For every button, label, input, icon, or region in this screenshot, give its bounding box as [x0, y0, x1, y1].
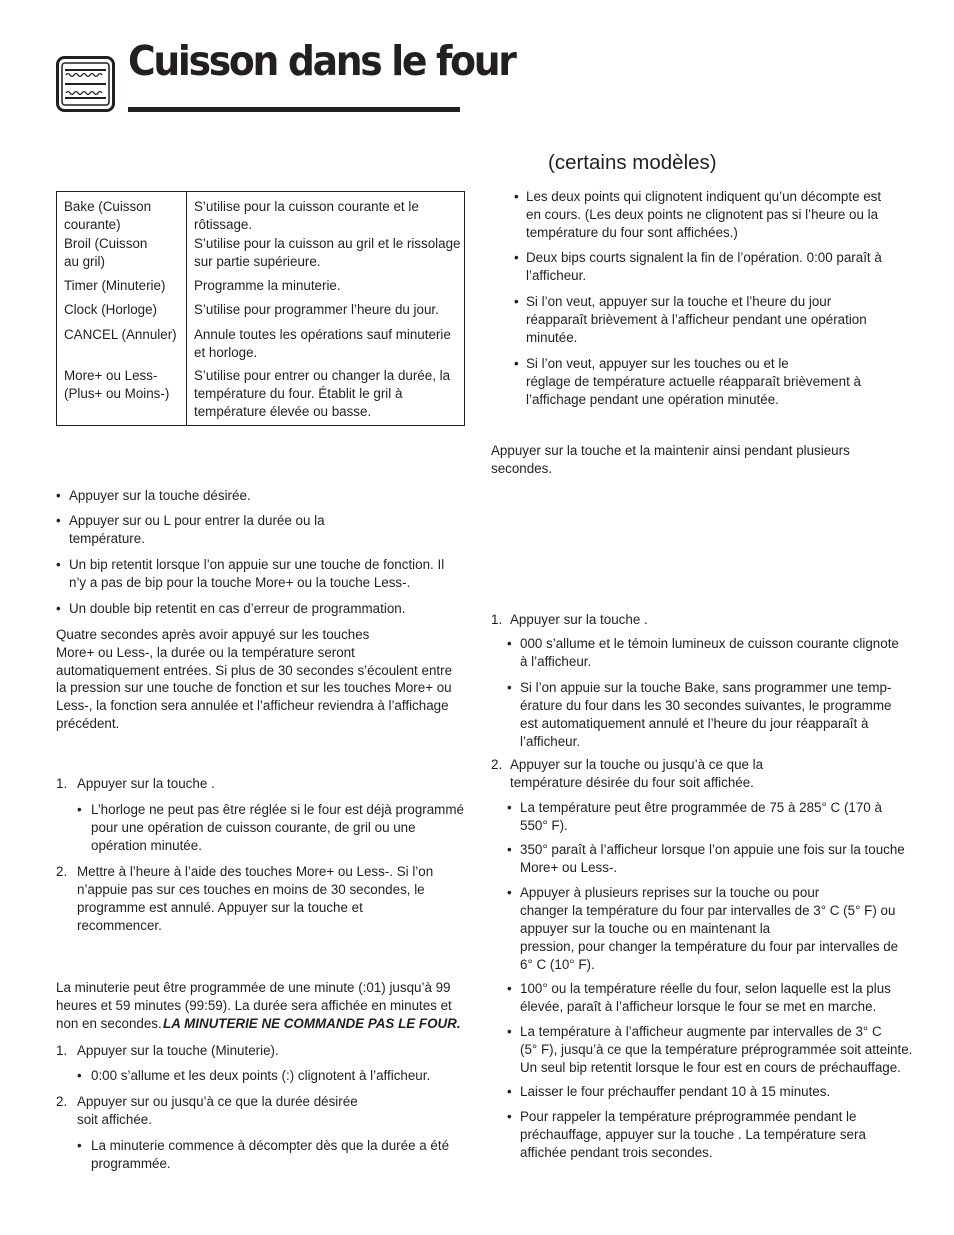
key-description: Annule toutes les opérations sauf minuterie: [194, 326, 451, 342]
table-row: [57, 235, 465, 277]
bake-sub-bullet-mark: •: [507, 636, 512, 651]
bake-sub-text-line: appuyer sur la touche ou en maintenant la: [520, 921, 771, 936]
timer-intro-line: non en secondes.: [56, 1016, 162, 1031]
key-description: température élevée ou basse.: [194, 404, 372, 420]
right-bullet-text-line: température du four sont affichées.): [526, 225, 738, 240]
table-row: [57, 192, 465, 235]
title-rule: [128, 107, 460, 112]
key-name: (Plus+ ou Moins-): [64, 386, 170, 402]
right-bullet-text-line: Si l’on veut, appuyer sur les touches ou et le: [526, 356, 789, 371]
right-bullet-bullet-mark: •: [514, 356, 519, 371]
left-bullet-text-line: Un bip retentit lorsque l’on appuie sur une touche de fonction. Il: [69, 557, 445, 572]
clock-step1: Appuyer sur la touche .: [77, 776, 215, 791]
key-name: Clock (Horloge): [64, 302, 158, 318]
oven-icon: [56, 56, 115, 112]
left-paragraph-line: précédent.: [56, 716, 120, 731]
clock-sub-text-line: pour une opération de cuisson courante, de gril ou une: [91, 820, 416, 835]
clock-step2-line: Mettre à l’heure à l’aide des touches More+ ou Less-. Si l’on: [77, 864, 434, 879]
clock-step2-line: n’appuie pas sur ces touches en moins de 30 secondes, le: [77, 882, 425, 897]
key-description: sur partie supérieure.: [194, 253, 321, 269]
clock-step2-line: programme est annulé. Appuyer sur la touche et: [77, 900, 363, 915]
table-row: [57, 367, 465, 425]
table-row: [57, 301, 465, 325]
step-number: 2.: [56, 1094, 68, 1109]
left-paragraph-line: More+ ou Less-, la durée ou la température seront: [56, 644, 355, 660]
key-name: Broil (Cuisson: [64, 235, 148, 251]
left-bullet-text-line: n’y a pas de bip pour la touche More+ ou la touche Less-.: [69, 575, 411, 590]
right-bullet-text-line: minutée.: [526, 330, 578, 345]
right-bullet-bullet-mark: •: [514, 294, 519, 309]
key-description: S’utilise pour la cuisson courante et le: [194, 199, 419, 214]
bake-sub-text-line: Pour rappeler la température préprogrammée pendant le: [520, 1109, 857, 1124]
bake-sub-text-line: La température à l’afficheur augmente par intervalles de 3° C: [520, 1024, 882, 1039]
right-bullet-text-line: Deux bips courts signalent la fin de l’opération. 0:00 paraît à: [526, 250, 882, 265]
bake-sub-bullet-mark: •: [507, 680, 512, 695]
table-row: [57, 277, 465, 301]
right-bullet-text-line: réglage de température actuelle réapparaît brièvement à: [526, 374, 861, 389]
bake-step2-line: température désirée du four soit affichée.: [510, 775, 754, 790]
step-number: 1.: [491, 612, 503, 627]
bake-step1: Appuyer sur la touche .: [510, 612, 648, 627]
bake-sub-text-line: La température peut être programmée de 75 à 285° C (170 à: [520, 800, 882, 815]
step-number: 2.: [491, 757, 503, 772]
cancel-paragraph-line: secondes.: [491, 461, 553, 476]
bake-sub-text-line: préchauffage, appuyer sur la touche . La température sera: [520, 1127, 866, 1142]
bake-sub-text-line: Appuyer à plusieurs reprises sur la touche ou pour: [520, 885, 820, 900]
key-description: S’utilise pour programmer l’heure du jour.: [194, 302, 439, 318]
timer-step1: Appuyer sur la touche (Minuterie).: [77, 1043, 279, 1058]
bake-sub-text-line: Si l’on appuie sur la touche Bake, sans programmer une temp-: [520, 680, 892, 695]
page-title: Cuisson dans le four: [128, 37, 515, 85]
bake-sub-text-line: affichée pendant trois secondes.: [520, 1145, 713, 1160]
bake-sub-bullet-mark: •: [507, 1109, 512, 1124]
key-name: au gril): [64, 253, 105, 269]
left-bullet-bullet-mark: •: [56, 488, 61, 503]
left-paragraph-line: Less-, la fonction sera annulée et l’afficheur reviendra à l’affichage: [56, 698, 449, 714]
bake-sub-bullet-mark: •: [507, 842, 512, 857]
right-subtitle: (certains modèles): [548, 151, 717, 174]
timer-sub-text-line: La minuterie commence à décompter dès que la durée a été: [91, 1138, 450, 1153]
clock-sub-text-line: L’horloge ne peut pas être réglée si le four est déjà programmé: [91, 802, 464, 817]
bake-sub-text-line: 6° C (10° F).: [520, 957, 595, 972]
right-bullet-text-line: l’afficheur.: [526, 268, 587, 283]
timer-warning: LA MINUTERIE NE COMMANDE PAS LE FOUR.: [163, 1016, 461, 1031]
right-bullet-text-line: en cours. (Les deux points ne clignotent pas si l’heure ou la: [526, 207, 879, 222]
left-paragraph-line: automatiquement entrées. Si plus de 30 secondes s’écoulent entre: [56, 662, 453, 678]
bake-sub-bullet-mark: •: [507, 1024, 512, 1039]
key-description: Programme la minuterie.: [194, 277, 341, 293]
timer-sub-text-line: 0:00 s’allume et les deux points (:) clignotent à l’afficheur.: [91, 1068, 431, 1083]
bake-sub-text-line: pression, pour changer la température du four par intervalles de: [520, 939, 899, 954]
left-paragraph-line: Quatre secondes après avoir appuyé sur les touches: [56, 627, 370, 642]
timer-intro-line: La minuterie peut être programmée de une minute (:01) jusqu’à 99: [56, 980, 451, 995]
timer-sub-bullet-mark: •: [77, 1138, 82, 1153]
left-bullet-bullet-mark: •: [56, 601, 61, 616]
step-number: 1.: [56, 1043, 68, 1058]
timer-intro-line: heures et 59 minutes (99:59). La durée sera affichée en minutes et: [56, 998, 452, 1013]
bake-sub-text-line: 350° paraît à l’afficheur lorsque l’on appuie une fois sur la touche: [520, 842, 905, 857]
bake-sub-text-line: est automatiquement annulé et l’heure du jour réapparaît à: [520, 716, 869, 731]
right-bullet-bullet-mark: •: [514, 189, 519, 204]
bake-sub-text-line: (5° F), jusqu’à ce que la température préprogrammée soit atteinte.: [520, 1042, 913, 1057]
bake-sub-text-line: érature du four dans les 30 secondes suivantes, le programme: [520, 698, 892, 713]
key-name: CANCEL (Annuler): [64, 326, 177, 342]
bake-sub-text-line: Laisser le four préchauffer pendant 10 à 15 minutes.: [520, 1084, 831, 1099]
bake-sub-text-line: élevée, paraît à l’afficheur lorsque le four se met en marche.: [520, 999, 877, 1014]
left-bullet-bullet-mark: •: [56, 557, 61, 572]
bake-sub-bullet-mark: •: [507, 800, 512, 815]
left-bullet-text-line: Appuyer sur la touche désirée.: [69, 488, 251, 503]
right-bullet-text-line: réapparaît brièvement à l’afficheur pendant une opération: [526, 312, 867, 327]
key-name: More+ ou Less-: [64, 368, 158, 384]
timer-sub-text-line: programmée.: [91, 1156, 171, 1171]
right-bullet-text-line: Si l’on veut, appuyer sur la touche et l’heure du jour: [526, 294, 832, 309]
clock-sub-bullet-mark: •: [77, 802, 82, 817]
key-description: et horloge.: [194, 344, 258, 360]
bake-sub-bullet-mark: •: [507, 885, 512, 900]
bake-sub-text-line: l’afficheur.: [520, 734, 581, 749]
left-paragraph-line: la pression sur une touche de fonction et sur les touches More+ ou: [56, 680, 452, 696]
clock-sub-text-line: opération minutée.: [91, 838, 202, 853]
step-number: 1.: [56, 776, 68, 791]
bake-sub-bullet-mark: •: [507, 981, 512, 996]
right-bullet-bullet-mark: •: [514, 250, 519, 265]
right-bullet-text-line: l’affichage pendant une opération minutée.: [526, 392, 779, 407]
key-name: courante): [64, 217, 121, 232]
left-bullet-text-line: température.: [69, 531, 145, 546]
timer-step2-line: Appuyer sur ou jusqu’à ce que la durée désirée: [77, 1094, 358, 1109]
step-number: 2.: [56, 864, 68, 879]
key-description: température du four. Établit le gril à: [194, 386, 403, 402]
right-bullet-text-line: Les deux points qui clignotent indiquent qu’un décompte est: [526, 189, 882, 204]
bake-sub-text-line: changer la température du four par intervalles de 3° C (5° F) ou: [520, 903, 896, 918]
bake-sub-text-line: 550° F).: [520, 818, 568, 833]
table-row: [57, 326, 465, 368]
clock-step2-line: recommencer.: [77, 918, 162, 933]
bake-sub-text-line: More+ ou Less-.: [520, 860, 618, 875]
key-description: S’utilise pour la cuisson au gril et le rissolage: [194, 235, 461, 251]
key-name: Timer (Minuterie): [64, 277, 166, 293]
timer-step2-line: soit affichée.: [77, 1112, 152, 1127]
bake-sub-text-line: à l’afficheur.: [520, 654, 592, 669]
key-description: rôtissage.: [194, 217, 253, 232]
timer-sub-bullet-mark: •: [77, 1068, 82, 1083]
left-bullet-text-line: Appuyer sur ou L pour entrer la durée ou la: [69, 513, 325, 528]
bake-sub-text-line: Un seul bip retentit lorsque le four est en cours de préchauffage.: [520, 1060, 901, 1075]
key-description: S’utilise pour entrer ou changer la durée, la: [194, 368, 451, 384]
left-bullet-text-line: Un double bip retentit en cas d’erreur de programmation.: [69, 601, 406, 616]
bake-sub-bullet-mark: •: [507, 1084, 512, 1099]
bake-sub-text-line: 100° ou la température réelle du four, selon laquelle est la plus: [520, 981, 891, 996]
key-name: Bake (Cuisson: [64, 199, 152, 214]
left-bullet-bullet-mark: •: [56, 513, 61, 528]
bake-sub-text-line: 000 s’allume et le témoin lumineux de cuisson courante clignote: [520, 636, 899, 651]
keys-table: [56, 191, 465, 426]
bake-step2-line: Appuyer sur la touche ou jusqu’à ce que la: [510, 757, 764, 772]
cancel-paragraph-line: Appuyer sur la touche et la maintenir ainsi pendant plusieurs: [491, 443, 850, 458]
